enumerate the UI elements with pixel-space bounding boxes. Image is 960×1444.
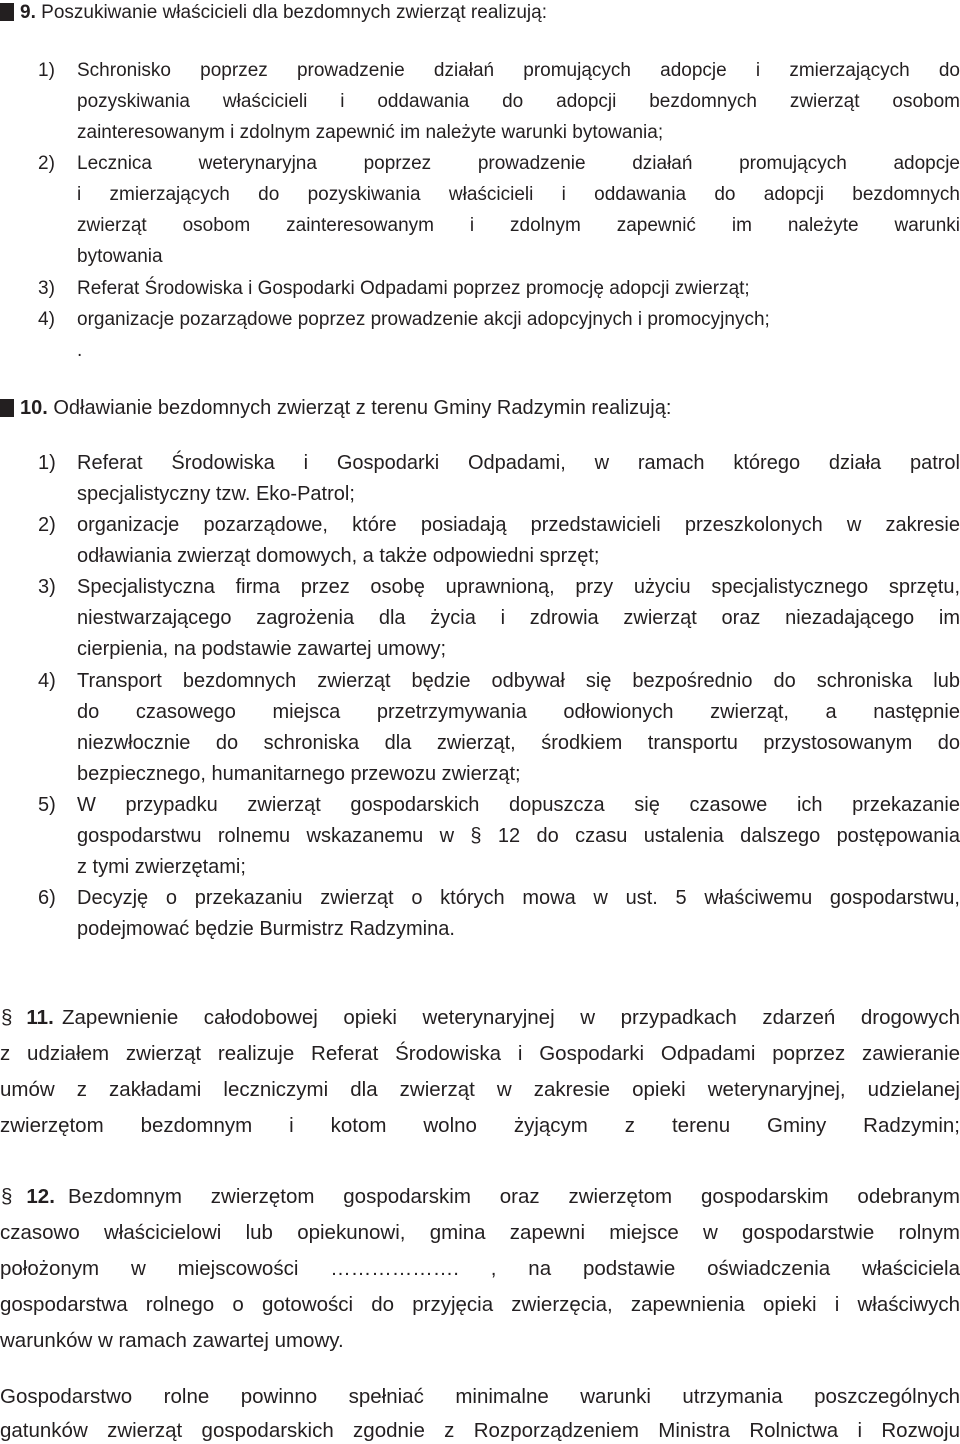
s10-item-6-num: 6) [38,887,56,909]
s9-item-4-line-2: . [77,340,83,361]
s10-item-6-line-2: podejmować będzie Burmistrz Radzymina. [77,918,455,940]
s10-item-4-line-3: niezwłocznie do schroniska dla zwierząt, środkiem transportu przystosowanym do [77,732,960,754]
s9-item-1-line-1: Schronisko poprzez prowadzenie działań promujących adopcje i zmierzających do [77,60,960,81]
s11-line-3: umów z zakładami leczniczymi dla zwierząt w zakresie opieki weterynaryjnej, udzielanej [0,1078,960,1101]
section-12-number: 12. [26,1185,55,1208]
s10-item-3-line-2: niestwarzającego zagrożenia dla życia i zdrowia zwierząt oraz niezadającego im [77,607,960,629]
section-sign-icon [0,399,14,417]
s10-item-4-line-4: bezpiecznego, humanitarnego przewozu zwierząt; [77,763,521,785]
s10-item-3-line-3: cierpienia, na podstawie zawartej umowy; [77,638,447,660]
s9-item-2-line-2: i zmierzających do pozyskiwania właścicieli i oddawania do adopcji bezdomnych [77,184,960,205]
s12-line-4: gospodarstwa rolnego o gotowości do przyjęcia zwierzęcia, zapewnienia opieki i właściwych [0,1293,960,1316]
section-10-number: 10. [20,397,48,419]
section-9-heading-row [0,2,547,24]
s9-item-1-line-3: zainteresowanym i zdolnym zapewnić im należyte warunki bytowania; [77,122,664,143]
s11-line-2: z udziałem zwierząt realizuje Referat Środowiska i Gospodarki Odpadami poprzez zawieranie [0,1042,960,1065]
s10-item-2-line-1: organizacje pozarządowe, które posiadają przedstawicieli przeszkolonych w zakresie [77,514,960,536]
s10-item-4-num: 4) [38,670,56,692]
paragraph-sign: § [1,1185,13,1208]
section-12-number-row [0,1184,55,1210]
s10-item-2-num: 2) [38,514,56,536]
s9-item-2-num: 2) [38,153,55,174]
s10-item-3-line-1: Specjalistyczna firma przez osobę uprawnioną, przy użyciu specjalistycznego sprzętu, [77,576,960,598]
s9-item-2-line-3: zwierząt osobom zainteresowanym i zdolnym zapewnić im należyte warunki [77,215,960,236]
s10-item-5-num: 5) [38,794,56,816]
section-10-heading-row [0,396,671,420]
s10-item-2-line-2: odławiania zwierząt domowych, a także odpowiedni sprzęt; [77,545,600,567]
s12-line-1: Bezdomnym zwierzętom gospodarskim oraz zwierzętom gospodarskim odebranym [68,1185,960,1208]
s9-item-4-line-1: organizacje pozarządowe poprzez prowadzenie akcji adopcyjnych i promocyjnych; [77,309,770,330]
s9-item-1-line-2: pozyskiwania właścicieli i oddawania do adopcji bezdomnych zwierząt osobom [77,91,960,112]
s11-line-4: zwierzętom bezdomnym i kotom wolno żyjącym z terenu Gminy Radzymin; [0,1114,960,1137]
s9-item-4-num: 4) [38,309,55,330]
s9-item-3-num: 3) [38,278,55,299]
section-11-number-row [0,1005,54,1031]
s10-item-5-line-3: z tymi zwierzętami; [77,856,246,878]
s10-item-3-num: 3) [38,576,56,598]
s9-item-3-line-1: Referat Środowiska i Gospodarki Odpadami poprzez promocję adopcji zwierząt; [77,278,750,299]
section-11-number: 11. [26,1006,54,1029]
paragraph-sign: § [1,1006,13,1029]
s10-item-1-line-2: specjalistyczny tzw. Eko-Patrol; [77,483,355,505]
section-9-number: 9. [20,2,36,23]
s9-item-2-line-4: bytowania [77,246,163,267]
s10-item-5-line-1: W przypadku zwierząt gospodarskich dopuszcza się czasowe ich przekazanie [77,794,960,816]
s11-line-1: Zapewnienie całodobowej opieki weterynaryjnej w przypadkach zdarzeń drogowych [62,1006,960,1029]
s10-item-6-line-1: Decyzję o przekazaniu zwierząt o których mowa w ust. 5 właściwemu gospodarstwu, [77,887,960,909]
s12-line-3: położonym w miejscowości ………………. , na podstawie oświadczenia właściciela [0,1257,960,1280]
section-sign-icon [0,3,14,21]
s9-item-2-line-1: Lecznica weterynaryjna poprzez prowadzenie działań promujących adopcje [77,153,960,174]
s10-item-5-line-2: gospodarstwu rolnemu wskazanemu w § 12 do czasu ustalenia dalszego postępowania [77,825,960,847]
s10-item-1-line-1: Referat Środowiska i Gospodarki Odpadami, w ramach którego działa patrol [77,452,960,474]
s12-line-5: warunków w ramach zawartej umowy. [0,1329,344,1352]
closing-line-2: gatunków zwierząt gospodarskich zgodnie z Rozporządzeniem Ministra Rolnictwa i Rozwoju [0,1419,960,1442]
s9-item-1-num: 1) [38,60,55,81]
section-9-heading: Poszukiwanie właścicieli dla bezdomnych zwierząt realizują: [41,2,547,23]
closing-line-1: Gospodarstwo rolne powinno spełniać minimalne warunki utrzymania poszczególnych [0,1385,960,1408]
s12-line-2: czasowo właścicielowi lub opiekunowi, gmina zapewni miejsce w gospodarstwie rolnym [0,1221,960,1244]
s10-item-4-line-2: do czasowego miejsca przetrzymywania odłowionych zwierząt, a następnie [77,701,960,723]
section-10-heading: Odławianie bezdomnych zwierząt z terenu Gminy Radzymin realizują: [53,397,672,419]
s10-item-1-num: 1) [38,452,56,474]
s10-item-4-line-1: Transport bezdomnych zwierząt będzie odbywał się bezpośrednio do schroniska lub [77,670,960,692]
